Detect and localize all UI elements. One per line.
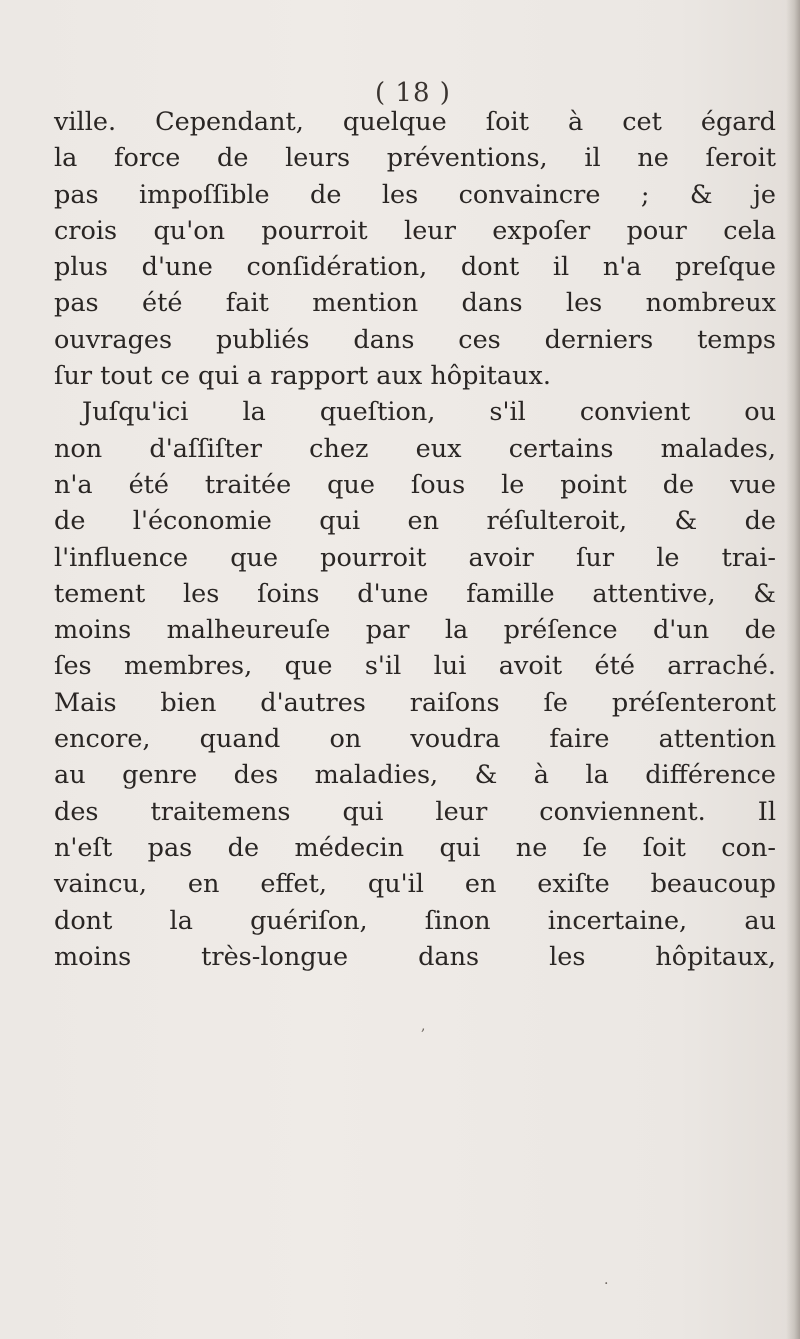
text-line: la force de leurs préventions, il ne ſeroit bbox=[54, 143, 776, 174]
text-line: pas été fait mention dans les nombreux bbox=[54, 288, 776, 319]
text-line: pas impoſſible de les convaincre ; & je bbox=[54, 179, 776, 210]
text-line: ouvrages publiés dans ces derniers temps bbox=[54, 324, 776, 355]
paper-speck: . bbox=[604, 1272, 609, 1288]
text-line: au genre des maladies, & à la différence bbox=[54, 760, 776, 791]
text-line: ſes membres, que s'il lui avoit été arraché. bbox=[54, 651, 776, 682]
text-line: de l'économie qui en réſulteroit, & de bbox=[54, 506, 776, 537]
page-edge-shadow bbox=[786, 0, 800, 1339]
text-line: n'a été traitée que ſous le point de vue bbox=[54, 469, 776, 500]
body-text bbox=[54, 104, 776, 975]
text-line: Juſqu'ici la queſtion, s'il convient ou bbox=[82, 397, 776, 428]
text-line: tement les ſoins d'une famille attentive, & bbox=[54, 578, 776, 609]
text-line: non d'aſſiſter chez eux certains malades, bbox=[54, 433, 776, 464]
paper-speck: , bbox=[421, 1018, 426, 1034]
text-line: l'influence que pourroit avoir ſur le trai- bbox=[54, 542, 776, 573]
text-line: Mais bien d'autres raiſons ſe préſenteront bbox=[54, 687, 776, 718]
text-line: moins malheureuſe par la préſence d'un de bbox=[54, 615, 776, 646]
text-line: dont la guériſon, ſinon incertaine, au bbox=[54, 905, 776, 936]
text-line: moins très-longue dans les hôpitaux, bbox=[54, 941, 776, 972]
text-line: ſur tout ce qui a rapport aux hôpitaux. bbox=[54, 361, 551, 392]
text-line: des traitemens qui leur conviennent. Il bbox=[54, 796, 776, 827]
text-line: vaincu, en effet, qu'il en exiſte beaucoup bbox=[54, 869, 776, 900]
text-line: plus d'une conſidération, dont il n'a preſque bbox=[54, 252, 776, 283]
text-line: crois qu'on pourroit leur expoſer pour cela bbox=[54, 215, 776, 246]
text-line: n'eſt pas de médecin qui ne ſe ſoit con- bbox=[54, 832, 776, 863]
text-line: encore, quand on voudra faire attention bbox=[54, 724, 776, 755]
page-number: ( 18 ) bbox=[375, 78, 451, 108]
text-line: ville. Cependant, quelque ſoit à cet égard bbox=[54, 107, 776, 137]
